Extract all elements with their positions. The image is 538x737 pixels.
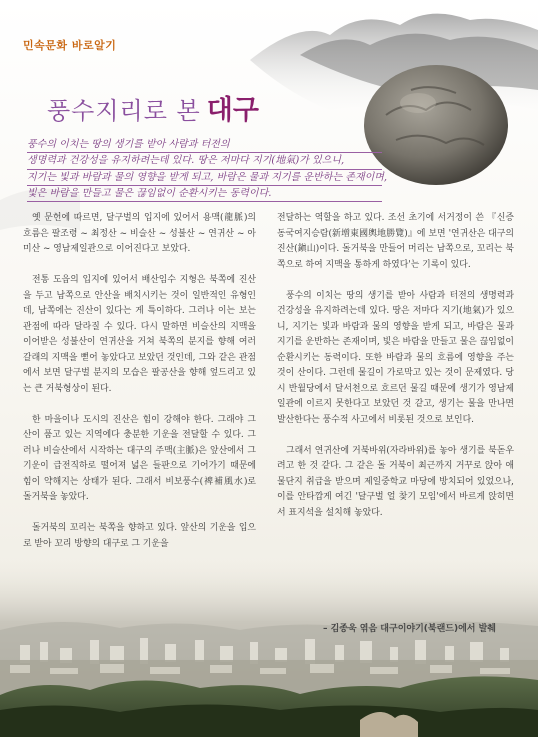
title-part2: 대구	[206, 95, 259, 126]
article-column-right	[277, 211, 514, 521]
title-part1: 풍수지리로 본	[47, 97, 201, 125]
paragraph: 전달하는 역할을 하고 있다. 조선 초기에 서거정이 쓴 『신증동국여지승람(新增東國輿地勝覽)』에 보면 '연귀산은 대구의 진산(鎭山)이다. 돌거북을 만들어 머리는 남쪽으로, 꼬리는 북쪽으로 하여 지맥을 통하게 하였다'는 기록이 있다.	[277, 213, 514, 270]
intro-line: 풍수의 이치는 땅의 생기를 받아 사람과 터전의	[27, 137, 382, 153]
section-label: 민속문화 바로알기	[23, 39, 117, 52]
intro-line: 빛은 바람을 만들고 물은 끊임없이 순환시키는 동력이다.	[27, 186, 382, 202]
paragraph: 전통 도읍의 입지에 있어서 배산임수 지형은 북쪽에 진산을 두고 남쪽으로 안산을 배치시키는 것이 일반적인 유형인데, 남쪽에는 진산이 있다는 게 특이하다. 그러나 이는 보는 관점에 따라 달라질 수 있다. 다시 말하면 비슬산의 지맥을 이어받은 성불산이 연귀산을 거쳐 북쪽의 분지를 향해 여러 갈래의 지맥을 뻗어 놓았다고 보았던 것인데, 그와 같은 관점에서 보면 달구벌 분지의 모습은 팔공산을 향해 엎드리고 있는 큰 거북형상이 된다.	[23, 275, 256, 394]
intro-line: 생명력과 건강성을 유지하려는데 있다. 땅은 저마다 지기(地氣)가 있으니,	[27, 153, 382, 169]
article-column-left	[23, 211, 256, 552]
city-panorama-image	[0, 560, 538, 737]
paragraph: 옛 문헌에 따르면, 달구벌의 입지에 있어서 용맥(龍脈)의 흐름은 팔조령 ~ 최정산 ~ 비슬산 ~ 성불산 ~ 연귀산 ~ 아미산 ~ 영남제일관으로 이어진다고 보았다.	[23, 213, 256, 254]
paragraph: 풍수의 이치는 땅의 생기를 받아 사람과 터전의 생명력과 건강성을 유지하려는데 있다. 땅은 저마다 지기(地氣)가 있으니, 지기는 빛과 바람과 물의 영향을 받게 되고, 바람은 물과 지기를 운반하는 존재이며, 빛은 바람을 만들고 물은 끊임없이 순환시키는 동력이다. 또한 바람과 물의 흐름에 영향을 주는 것이 산이다. 그런데 물길이 가로막고 있는 것이 문제였다. 당시 반월당에서 달서천으로 흐르던 물길 때문에 생기가 영남제일관에 이르지 못한다고 보았던 것 같고, 생기는 물을 만나면 발산한다는 풍수적 사고에서 비롯된 것으로 보인다.	[277, 290, 514, 425]
page-title	[47, 88, 259, 127]
paragraph: 한 마을이나 도시의 진산은 힘이 강해야 한다. 그래야 그 산이 품고 있는 지역에다 충분한 기운을 전달할 수 있다. 그러나 비슬산에서 시작하는 대구의 주맥(主脈)은 앞산에서 그 기운이 급전직하로 떨어져 넓은 들판으로 기어가기 때문에 힘이 약해지는 상태가 된다. 그래서 비보풍수(裨補風水)로 돌거북을 놓았다.	[23, 414, 256, 502]
paragraph: 돌거북의 꼬리는 북쪽을 향하고 있다. 앞산의 기운을 입으로 받아 꼬리 방향의 대구로 그 기운을	[23, 523, 256, 549]
source-credit: – 김종욱 엮음 대구이야기(북랜드)에서 발췌	[322, 624, 496, 634]
intro-line: 지기는 빛과 바람과 물의 영향을 받게 되고, 바람은 물과 지기를 운반하는 존재이며,	[27, 170, 382, 186]
paragraph: 그래서 연귀산에 거북바위(자라바위)를 놓아 생기를 북돋우려고 한 것 같다. 그 같은 돌 거북이 최근까지 거꾸로 앉아 애물단지 취급을 받으며 제일중학교 마당에 방치되어 있었으나, 이를 안타깝게 여긴 '달구벌 얼 찾기 모임'에서 바르게 앉히면서 표지석을 설치해 놓았다.	[277, 445, 514, 518]
intro-summary	[27, 137, 388, 202]
